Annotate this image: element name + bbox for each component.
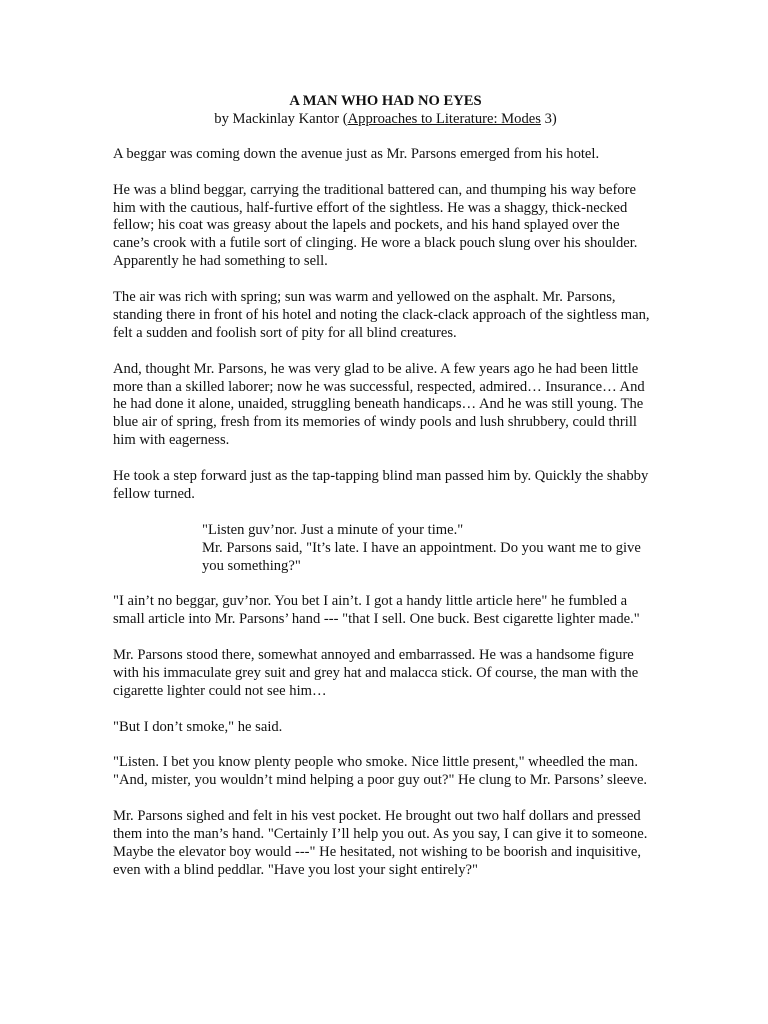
document-body: [113, 93, 658, 898]
paragraph-9: "Listen. I bet you know plenty people who smoke. Nice little present," wheedled the man. "And, mister, you wouldn’t mind helping a poor guy out?" He clung to Mr. Parsons’ sleeve.: [113, 754, 648, 789]
byline-prefix: by Mackinlay Kantor (: [214, 110, 348, 127]
book-title: Approaches to Literature: Modes: [347, 110, 541, 127]
paragraph-2: He was a blind beggar, carrying the traditional battered can, and thumping his way before him with the cautious, half-furtive effort of the sightless. He was a shaggy, thick-necked fellow; his coat was greasy about the lapels and pockets, and his hand splayed over the cane’s crook with a futile sort of clinging. He wore a black pouch slung over his shoulder. Apparently he had something to sell.: [113, 181, 638, 270]
indented-dialogue: [202, 522, 658, 576]
byline: [113, 111, 658, 129]
paragraph-3: The air was rich with spring; sun was warm and yellowed on the asphalt. Mr. Parsons, standing there in front of his hotel and noting the clack-clack approach of the sightless man, felt a sudden and foolish sort of pity for all blind creatures.: [113, 289, 650, 341]
dialogue-line-2: Mr. Parsons said, "It’s late. I have an appointment. Do you want me to give you something?": [202, 539, 641, 574]
byline-suffix: 3): [540, 110, 557, 127]
story-title: A MAN WHO HAD NO EYES: [289, 93, 482, 109]
dialogue-line-1: "Listen guv’nor. Just a minute of your time.": [202, 521, 464, 538]
paragraph-4: And, thought Mr. Parsons, he was very glad to be alive. A few years ago he had been little more than a skilled laborer; now he was successful, respected, admired… Insurance… And he had done it alone, unaided, struggling beneath handicaps… And he was still young. The blue air of spring, fresh from its memories of windy pools and lush shrubbery, could thrill him with eagerness.: [113, 360, 645, 449]
paragraph-10: Mr. Parsons sighed and felt in his vest pocket. He brought out two half dollars and pressed them into the man’s hand. "Certainly I’ll help you out. As you say, I can give it to someone. Maybe the elevator boy would ---" He hesitated, not wishing to be boorish and inquisitive, even with a blind peddlar. "Have you lost your sight entirely?": [113, 808, 648, 878]
paragraph-6: "I ain’t no beggar, guv’nor. You bet I ain’t. I got a handy little article here" he fumbled a small article into Mr. Parsons’ hand --- "that I sell. One buck. Best cigarette lighter made.": [113, 593, 640, 628]
paragraph-1: A beggar was coming down the avenue just as Mr. Parsons emerged from his hotel.: [113, 145, 600, 162]
paragraph-5: He took a step forward just as the tap-tapping blind man passed him by. Quickly the shabby fellow turned.: [113, 468, 649, 502]
paragraph-7: Mr. Parsons stood there, somewhat annoyed and embarrassed. He was a handsome figure with his immaculate grey suit and grey hat and malacca stick. Of course, the man with the cigarette lighter could not see him…: [113, 647, 639, 699]
paragraph-8: "But I don’t smoke," he said.: [113, 718, 283, 735]
